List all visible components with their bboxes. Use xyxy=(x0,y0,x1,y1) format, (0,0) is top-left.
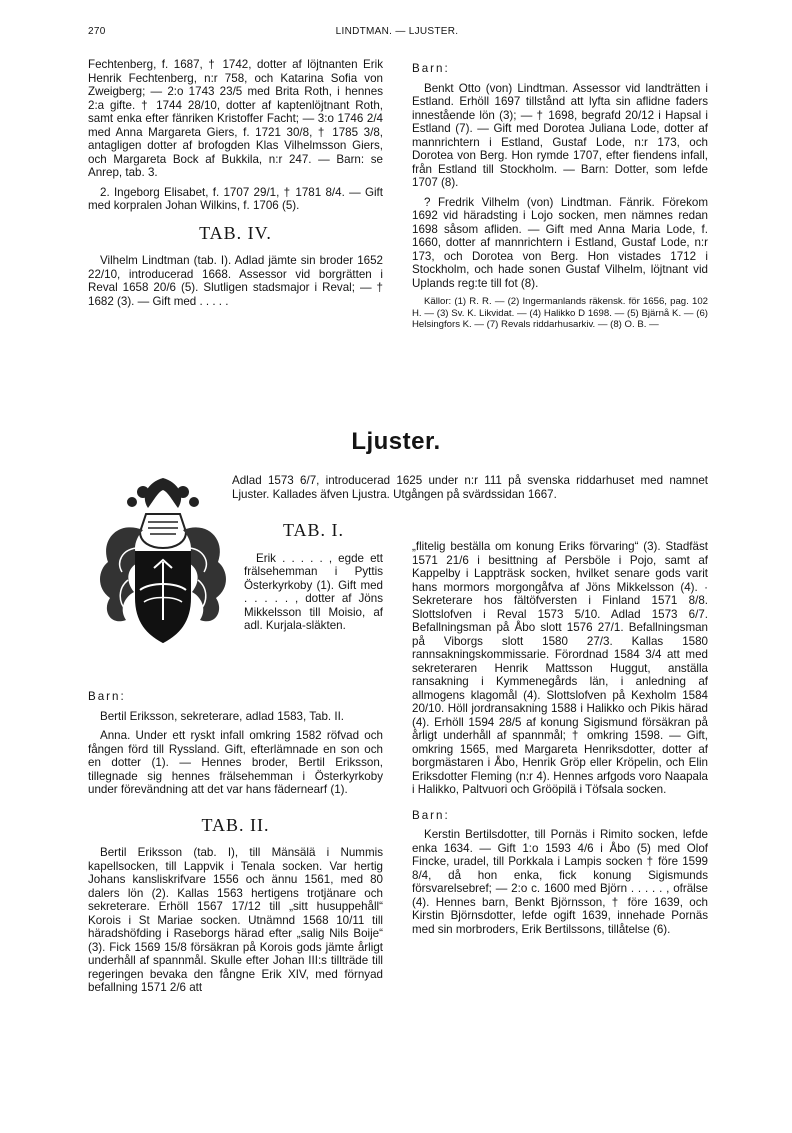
coat-of-arms-image xyxy=(88,470,238,650)
benkt-otto-paragraph: Benkt Otto (von) Lindtman. Assessor vid landträtten i Estland. Erhöll 1697 tillstånd att lyfta sin aflidne faders innestående lön (3); — † 1698, begrafd 20/12 i Hapsal i Estland (7). — Gift med Dorotea Juliana Lode, dotter af mannrichtern i Estland, Gustaf Lode, n:r 173, och Dorotea von Berg. Hon rymde 1707, efter fiendens infall, från Estland till Stockholm. — Barn: Dotter, som lefde 1707 (8). xyxy=(412,81,708,189)
page-number: 270 xyxy=(88,26,106,37)
bertil-continued-paragraph: „flitelig beställa om konung Eriks förvaring“ (3). Stadfäst 1571 21/6 i besittning af Persböle i Pojo, samt af Kappelby i Lappträsk socken, hvilket senare gods varit hans mormors morgongåfva af Jöns Mikkelsson (4). · Sekreterare hos fältöfversten i Finland 1571 8/8. Slottslofven i Reval 1573 5/10. Adlad 1573 6/7. Befallningsman på Åbo slott 1576 27/1. Befallningsman på Viborgs slott 1580 27/3. Kallas 1580 rannsakningskommissarie. Förordnad 1584 3/4 att med sekreteraren Henrik Mattsson Huggut, anställa ransakning i Kymmenegårds län, i anledning af allmogens klagomål (4). Slottslofven på Kexholm 1584 20/10. Höll jordransakning 1588 i Halikko och Pikis härad (4). Erhöll 1594 28/5 af konung Sigismund försäkran på årligt underhåll af spannmål; † omkring 1598. — Gift, omkring 1565, med Margareta Henriksdotter, dotter af borgmästaren i Åbo, Henrik Gröp eller Kröpelin, och Elin Eriksdotter Fleming (n:r 4). Hennes arfgods voro Naapala i Halikko, Paltvuori och Grööpilä i Töfsala socken. xyxy=(412,540,708,796)
ingeborg-paragraph: 2. Ingeborg Elisabet, f. 1707 29/1, † 1781 8/4. — Gift med korpralen Johan Wilkins, f. 1706 (5). xyxy=(88,185,383,212)
coat-of-arms-icon xyxy=(88,470,238,650)
running-title: LINDTMAN. — LJUSTER. xyxy=(335,26,459,37)
lower-right-column xyxy=(412,540,708,942)
anna-paragraph: Anna. Under ett ryskt infall omkring 1582 röfvad och fången förd till Ryssland. Gift, efterlämnade en son och en dotter (1). — Hennes broder, Bertil Eriksson, tillegnade sig hennes frälsehemman i Österkyrkoby under förevändning att det var hans fädernearf (1). xyxy=(88,729,383,796)
bertil-paragraph: Bertil Eriksson (tab. I), till Mänsälä i Nummis kapellsocken, till Lappvik i Tenala socken. Var hertig Johans kansliskrifvare 1556 och ännu 1561, med 80 dalers lön (2). Kallas 1563 hertigens trotjänare och sekreterare. Erhöll 1567 17/12 till „sitt husuppehåll“ Korois i St Mariae socken. Utnämnd 1568 10/11 till häradshöfding i Raseborgs härad efter „salig Nils Boije“ (3). Fick 1569 15/8 försäkran på Korois gods jämte årligt underhåll af spannmål. Skulle efter Johan III:s tillträde till regeringen bevaka den fångne Erik XIV, med förnyad befallning 1571 2/6 att xyxy=(88,846,383,994)
kerstin-paragraph: Kerstin Bertilsdotter, till Pornäs i Rimito socken, lefde enka 1634. — Gift 1:o 1593 4/6 i Åbo (5) med Olof Fincke, uradel, till Porkkala i Lampis socken † före 1599 8/4, då hon enka, fick konung Sigismunds försvarelsebref; — 2:o c. 1600 med Björn . . . . . , ofrälse (4). Hennes barn, Benkt Björnsson, † före 1639, och Kirstin Björnsdotter, lefde ogift 1639, innehade Pornäs med sin morbroders, Erik Bertilssons, tillåtelse (6). xyxy=(412,828,708,936)
upper-right-column xyxy=(412,58,708,337)
upper-left-column xyxy=(88,58,383,314)
vilhelm-paragraph: Vilhelm Lindtman (tab. I). Adlad jämte sin broder 1652 22/10, introducerad 1668. Assessor vid borgrätten i Reval 1658 20/6 (5). Slutligen stadsmajor i Reval; — † 1682 (3). — Gift med . . . . . xyxy=(88,254,383,308)
ljuster-intro: Adlad 1573 6/7, introducerad 1625 under n:r 111 på svenska riddarhuset med namnet Ljuster. Kallades äfven Ljustra. Utgången på svärdssidan 1667. xyxy=(232,474,708,501)
lower-left-column xyxy=(88,686,383,1001)
tab-ii-heading: TAB. II. xyxy=(201,814,270,835)
tab-i-column xyxy=(244,520,383,639)
tab-iv-heading: TAB. IV. xyxy=(199,222,272,243)
fechtenberg-paragraph: Fechtenberg, f. 1687, † 1742, dotter af löjtnanten Erik Henrik Fechtenberg, n:r 758, och Katarina Sofia von Zweigberg; — 2:o 1743 23/5 med Brita Roth, i hennes 2:a gifte. † 1744 28/10, dotter af kaptenlöjtnant Roth, samt enka efter fänriken Kristoffer Facht; — 3:o 1746 2/4 med Anna Margareta Giers, f. 1721 30/8, † 1785 3/8, antagligen dotter af brofogden Klas Vilhelmsson Giers, och Margareta Bock af Bukkila, n:r 247. — Barn: se Anrep, tab. 3. xyxy=(88,58,383,179)
barn-label: Barn: xyxy=(412,62,450,75)
barn-label-2: Barn: xyxy=(88,690,126,703)
sources-note: Källor: (1) R. R. — (2) Ingermanlands räkensk. för 1656, pag. 102 H. — (3) Sv. K. Likvidat. — (4) Halikko D 1698. — (5) Bjärnå K. — (6) Helsingfors K. — (7) Revals riddarhusarkiv. — (8) O. B. — xyxy=(412,296,708,330)
section-title-ljuster: Ljuster. xyxy=(351,428,441,455)
barn-label-3: Barn: xyxy=(412,808,450,822)
fredrik-vilhelm-paragraph: ? Fredrik Vilhelm (von) Lindtman. Fänrik. Förekom 1692 vid häradsting i Lojo socken, men nämnes redan 1698 såsom afliden. — Gift med Anna Maria Lode, f. 1660, dotter af mannrichtern i Estland, Gustaf Lode, n:r 173, och Dorotea von Berg. Hon vistades 1712 i Stockholm, och hade sonen Gustaf Vilhelm, löjtnant vid Uplands reg:te till fot (8). xyxy=(412,195,708,290)
tab-i-heading: TAB. I. xyxy=(282,520,345,540)
page-header xyxy=(88,26,706,42)
erik-paragraph: Erik . . . . . , egde ett frälsehemman i Pyttis Österkyrkoby (1). Gift med . . . . . , dotter af Jöns Mikkelsson till Moisio, af adl. Kurjala-släkten. xyxy=(244,551,383,632)
bertil-line: Bertil Eriksson, sekreterare, adlad 1583, Tab. II. xyxy=(100,709,345,723)
